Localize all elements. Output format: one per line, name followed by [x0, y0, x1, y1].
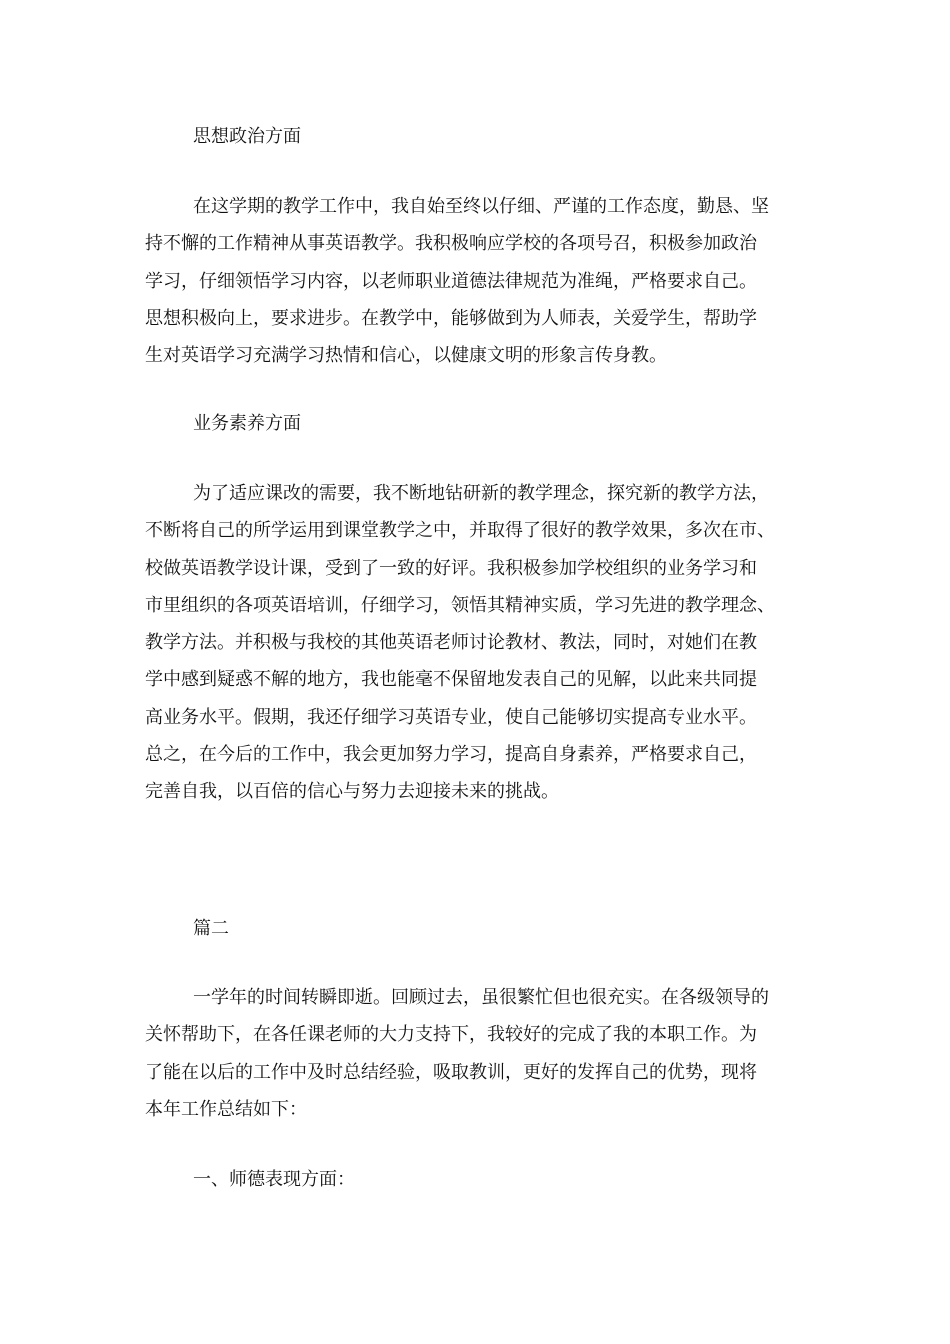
- heading-part2: 篇二: [193, 918, 229, 939]
- paragraph-line: 总之，在今后的工作中，我会更加努力学习，提高自身素养，严格要求自己，: [145, 744, 757, 766]
- paragraph-line: 不断将自己的所学运用到课堂教学之中，并取得了很好的教学效果，多次在市、: [145, 520, 775, 542]
- paragraph-line: 思想积极向上，要求进步。在教学中，能够做到为人师表，关爱学生，帮助学: [145, 307, 757, 329]
- paragraph-line: 校做英语教学设计课，受到了一致的好评。我积极参加学校组织的业务学习和: [145, 557, 757, 579]
- heading-politics: 思想政治方面: [193, 126, 301, 147]
- paragraph-line: 学习，仔细领悟学习内容，以老师职业道德法律规范为准绳，严格要求自己。: [145, 270, 757, 292]
- paragraph-line: 为了适应课改的需要，我不断地钻研新的教学理念，探究新的教学方法，: [193, 483, 769, 504]
- paragraph-line: 了能在以后的工作中及时总结经验，吸取教训，更好的发挥自己的优势，现将: [145, 1061, 757, 1083]
- paragraph-line: 生对英语学习充满学习热情和信心，以健康文明的形象言传身教。: [145, 345, 667, 367]
- paragraph-part2: [145, 979, 807, 1128]
- paragraph-line: 完善自我，以百倍的信心与努力去迎接未来的挑战。: [145, 781, 559, 803]
- heading-ethics: 一、师德表现方面：: [193, 1169, 355, 1190]
- paragraph-line: 本年工作总结如下：: [145, 1098, 307, 1120]
- paragraph-line: 关怀帮助下，在各任课老师的大力支持下，我较好的完成了我的本职工作。为: [145, 1024, 757, 1046]
- paragraph-line: 持不懈的工作精神从事英语教学。我积极响应学校的各项号召，积极参加政治: [145, 233, 757, 255]
- paragraph-line: 一学年的时间转瞬即逝。回顾过去，虽很繁忙但也很充实。在各级领导的: [193, 987, 769, 1008]
- paragraph-politics: [145, 188, 807, 374]
- paragraph-line: 高业务水平。假期，我还仔细学习英语专业，使自己能够切实提高专业水平。: [145, 706, 757, 728]
- paragraph-line: 在这学期的教学工作中，我自始至终以仔细、严谨的工作态度，勤恳、坚: [193, 196, 769, 217]
- paragraph-line: 市里组织的各项英语培训，仔细学习，领悟其精神实质，学习先进的教学理念、: [145, 594, 775, 616]
- paragraph-line: 学中感到疑惑不解的地方，我也能毫不保留地发表自己的见解，以此来共同提: [145, 669, 757, 691]
- heading-business: 业务素养方面: [193, 413, 301, 434]
- paragraph-business: [145, 475, 807, 811]
- paragraph-line: 教学方法。并积极与我校的其他英语老师讨论教材、教法，同时，对她们在教: [145, 632, 757, 654]
